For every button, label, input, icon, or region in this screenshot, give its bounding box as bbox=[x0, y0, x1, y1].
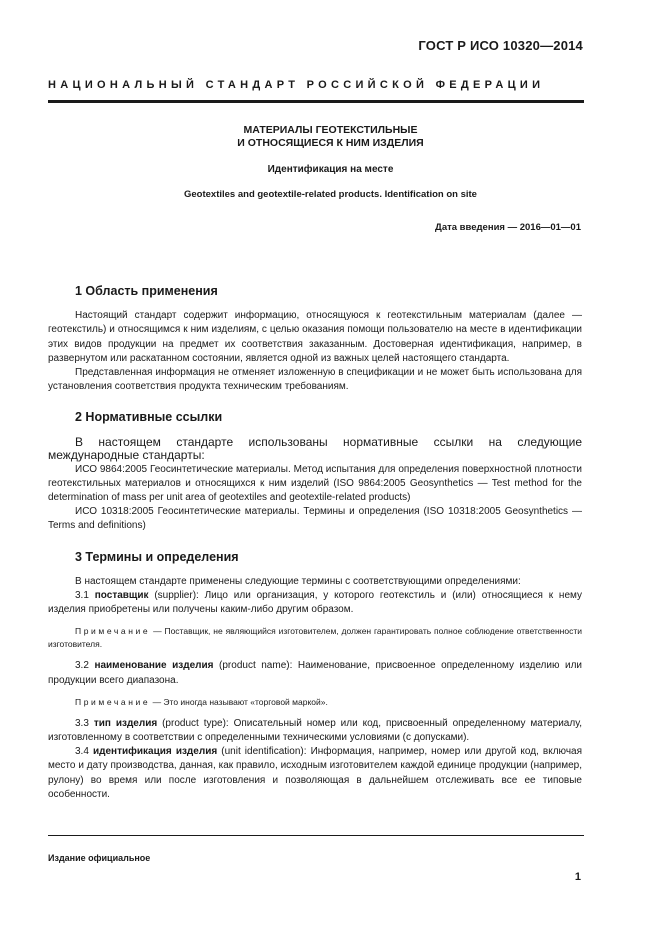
national-standard-banner: НАЦИОНАЛЬНЫЙ СТАНДАРТ РОССИЙСКОЙ ФЕДЕРАЦИИ bbox=[48, 79, 545, 91]
section-1-paragraph-2: Представленная информация не отменяет изложенную в спецификации и не может быть использована для установления соответствия продукта техническим требованиям. bbox=[48, 367, 582, 393]
term-3-2 bbox=[48, 659, 582, 687]
note-3-2 bbox=[48, 696, 582, 709]
document-subtitle: Идентификация на месте bbox=[267, 164, 394, 175]
term-3-3-number: 3.3 bbox=[75, 717, 89, 729]
section-1-heading: 1 Область применения bbox=[75, 284, 218, 298]
section-3-intro: В настоящем стандарте применены следующие термины с соответствующими определениями: bbox=[75, 575, 521, 587]
note-label: Примечание bbox=[75, 696, 151, 707]
note-3-1-text: — Поставщик, не являющийся изготовителем, должен гарантировать полное соблюдение ответственности изготовителя. bbox=[48, 626, 582, 650]
term-3-4 bbox=[48, 745, 582, 802]
document-body bbox=[48, 284, 582, 802]
section-3-heading: 3 Термины и определения bbox=[75, 549, 239, 564]
term-3-2-definition: (product name): Наименование, присвоенное определенному изделию или продукции всего диапазона. bbox=[48, 660, 583, 686]
section-1-paragraph-1: Настоящий стандарт содержит информацию, относящуюся к геотекстильным материалам (далее — геотекстиль) и относящимся к ним изделиям, с целью оказания помощи пользователю на месте в идентификации этих видов продукции на предмет их соответствия заказанным. Достоверная идентификация, например, в развернутом или раскатанном состоянии, является одной из важных целей настоящего стандарта. bbox=[48, 310, 582, 364]
english-title: Geotextiles and geotextile-related products. Identification on site bbox=[184, 189, 477, 200]
document-code: ГОСТ Р ИСО 10320—2014 bbox=[418, 38, 583, 53]
term-3-1-name: поставщик bbox=[94, 590, 149, 602]
term-3-2-name: наименование изделия bbox=[94, 660, 214, 672]
term-3-3 bbox=[48, 717, 582, 745]
term-3-2-number: 3.2 bbox=[75, 660, 89, 672]
note-3-1 bbox=[48, 625, 582, 651]
term-3-4-number: 3.4 bbox=[75, 746, 89, 758]
title-line-2: И ОТНОСЯЩИЕСЯ К НИМ ИЗДЕЛИЯ bbox=[237, 137, 424, 149]
header-divider bbox=[48, 100, 584, 103]
note-label: Примечание bbox=[75, 626, 151, 637]
introduction-date: Дата введения — 2016—01—01 bbox=[435, 222, 581, 233]
term-3-1-definition: (supplier): Лицо или организация, у которого геотекстиль и (или) относящиеся к нему изделия приобретены или получены каким-либо другим образом. bbox=[48, 590, 582, 616]
note-3-2-text: — Это иногда называют «торговой маркой». bbox=[150, 696, 328, 707]
term-3-1-number: 3.1 bbox=[75, 590, 89, 602]
section-2-reference-2: ИСО 10318:2005 Геосинтетические материалы. Термины и определения (ISO 10318:2005 Geosynthetics — Terms and definitions) bbox=[48, 506, 582, 532]
footer-divider bbox=[48, 835, 584, 836]
section-2-reference-1: ИСО 9864:2005 Геосинтетические материалы. Метод испытания для определения поверхностной плотности геотекстильных материалов и относящихся к ним изделий (ISO 9864:2005 Geosynthetics — Test method for the determination of mass per unit area of geotextiles and geotextile-related products) bbox=[48, 463, 582, 504]
page-number: 1 bbox=[574, 871, 581, 883]
term-3-4-name: идентификация изделия bbox=[93, 746, 218, 758]
official-edition-label: Издание официальное bbox=[48, 853, 151, 863]
section-2-heading: 2 Нормативные ссылки bbox=[75, 410, 223, 425]
term-3-4-definition: (unit identification): Информация, например, номер или другой код, включая место и дату производства, данная, как правило, исходным изготовителем каждой единице продукции (например, рулону) во время или после изготовления и позволяющая в дальнейшем отслеживать все ее типовые особенности. bbox=[48, 746, 582, 800]
document-title bbox=[0, 124, 661, 150]
term-3-3-definition: (product type): Описательный номер или код, присвоенный определенному материалу, изготовленному в соответствии с определенными техническими условиями (с допусками). bbox=[48, 717, 582, 744]
title-line-1: МАТЕРИАЛЫ ГЕОТЕКСТИЛЬНЫЕ bbox=[243, 124, 418, 136]
term-3-1 bbox=[48, 589, 582, 617]
term-3-3-name: тип изделия bbox=[93, 717, 158, 729]
section-2-paragraph-1: В настоящем стандарте использованы нормативные ссылки на следующие международные стандарты: bbox=[48, 434, 582, 463]
